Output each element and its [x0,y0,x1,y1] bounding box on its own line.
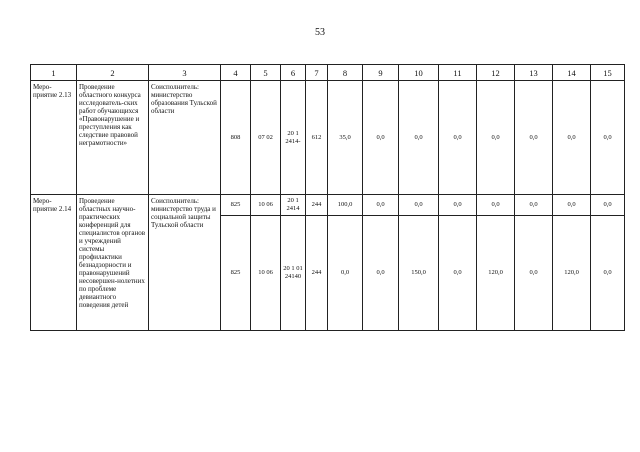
value-cell: 0,0 [363,81,399,195]
header-cell: 9 [363,65,399,81]
value-cell: 0,0 [399,195,439,216]
value-cell: 825 [221,216,251,331]
value-cell: 244 [306,195,328,216]
value-cell: 825 [221,195,251,216]
value-cell: 35,0 [328,81,363,195]
header-cell: 4 [221,65,251,81]
value-cell: 0,0 [477,195,515,216]
value-cell: 07 02 [251,81,281,195]
value-cell: 0,0 [515,216,553,331]
value-cell: 20 1 2414 [281,195,306,216]
budget-table [30,64,625,331]
value-cell: 0,0 [399,81,439,195]
value-cell: 10 06 [251,216,281,331]
value-cell: 0,0 [363,216,399,331]
header-cell: 3 [149,65,221,81]
value-cell: 0,0 [363,195,399,216]
executor-cell: Соисполнитель: министерство труда и социальной защиты Тульской области [149,195,221,331]
header-cell: 10 [399,65,439,81]
value-cell: 0,0 [553,195,591,216]
event-cell: Меро-приятие 2.14 [31,195,77,331]
value-cell: 0,0 [591,216,625,331]
table-row [31,195,625,216]
value-cell: 244 [306,216,328,331]
value-cell: 10 06 [251,195,281,216]
header-cell: 8 [328,65,363,81]
table-row [31,81,625,195]
header-cell: 6 [281,65,306,81]
value-cell: 100,0 [328,195,363,216]
value-cell: 20 1 2414- [281,81,306,195]
value-cell: 0,0 [439,81,477,195]
header-cell: 13 [515,65,553,81]
header-row [31,65,625,81]
value-cell: 0,0 [515,195,553,216]
executor-cell: Соисполнитель: министерство образования Тульской области [149,81,221,195]
value-cell: 0,0 [477,81,515,195]
value-cell: 0,0 [439,195,477,216]
header-cell: 7 [306,65,328,81]
header-cell: 11 [439,65,477,81]
header-cell: 14 [553,65,591,81]
event-cell: Меро-приятие 2.13 [31,81,77,195]
value-cell: 808 [221,81,251,195]
value-cell: 150,0 [399,216,439,331]
value-cell: 0,0 [591,81,625,195]
header-cell: 2 [77,65,149,81]
value-cell: 0,0 [553,81,591,195]
value-cell: 120,0 [553,216,591,331]
header-cell: 5 [251,65,281,81]
header-cell: 15 [591,65,625,81]
value-cell: 0,0 [328,216,363,331]
event-name-cell: Проведение областных научно-практических конференций для специалистов органов и учреждений системы профилактики безнадзорности и правонарушений несовершен-нолетних по проблеме девиантного поведения детей [77,195,149,331]
event-name-cell: Проведение областного конкурса исследователь-ских работ обучающихся «Правонарушение и преступления как следствие правовой неграмотности» [77,81,149,195]
header-cell: 1 [31,65,77,81]
value-cell: 0,0 [591,195,625,216]
value-cell: 0,0 [515,81,553,195]
value-cell: 0,0 [439,216,477,331]
value-cell: 612 [306,81,328,195]
header-cell: 12 [477,65,515,81]
value-cell: 20 1 01 24140 [281,216,306,331]
page-number: 53 [315,27,325,38]
value-cell: 120,0 [477,216,515,331]
